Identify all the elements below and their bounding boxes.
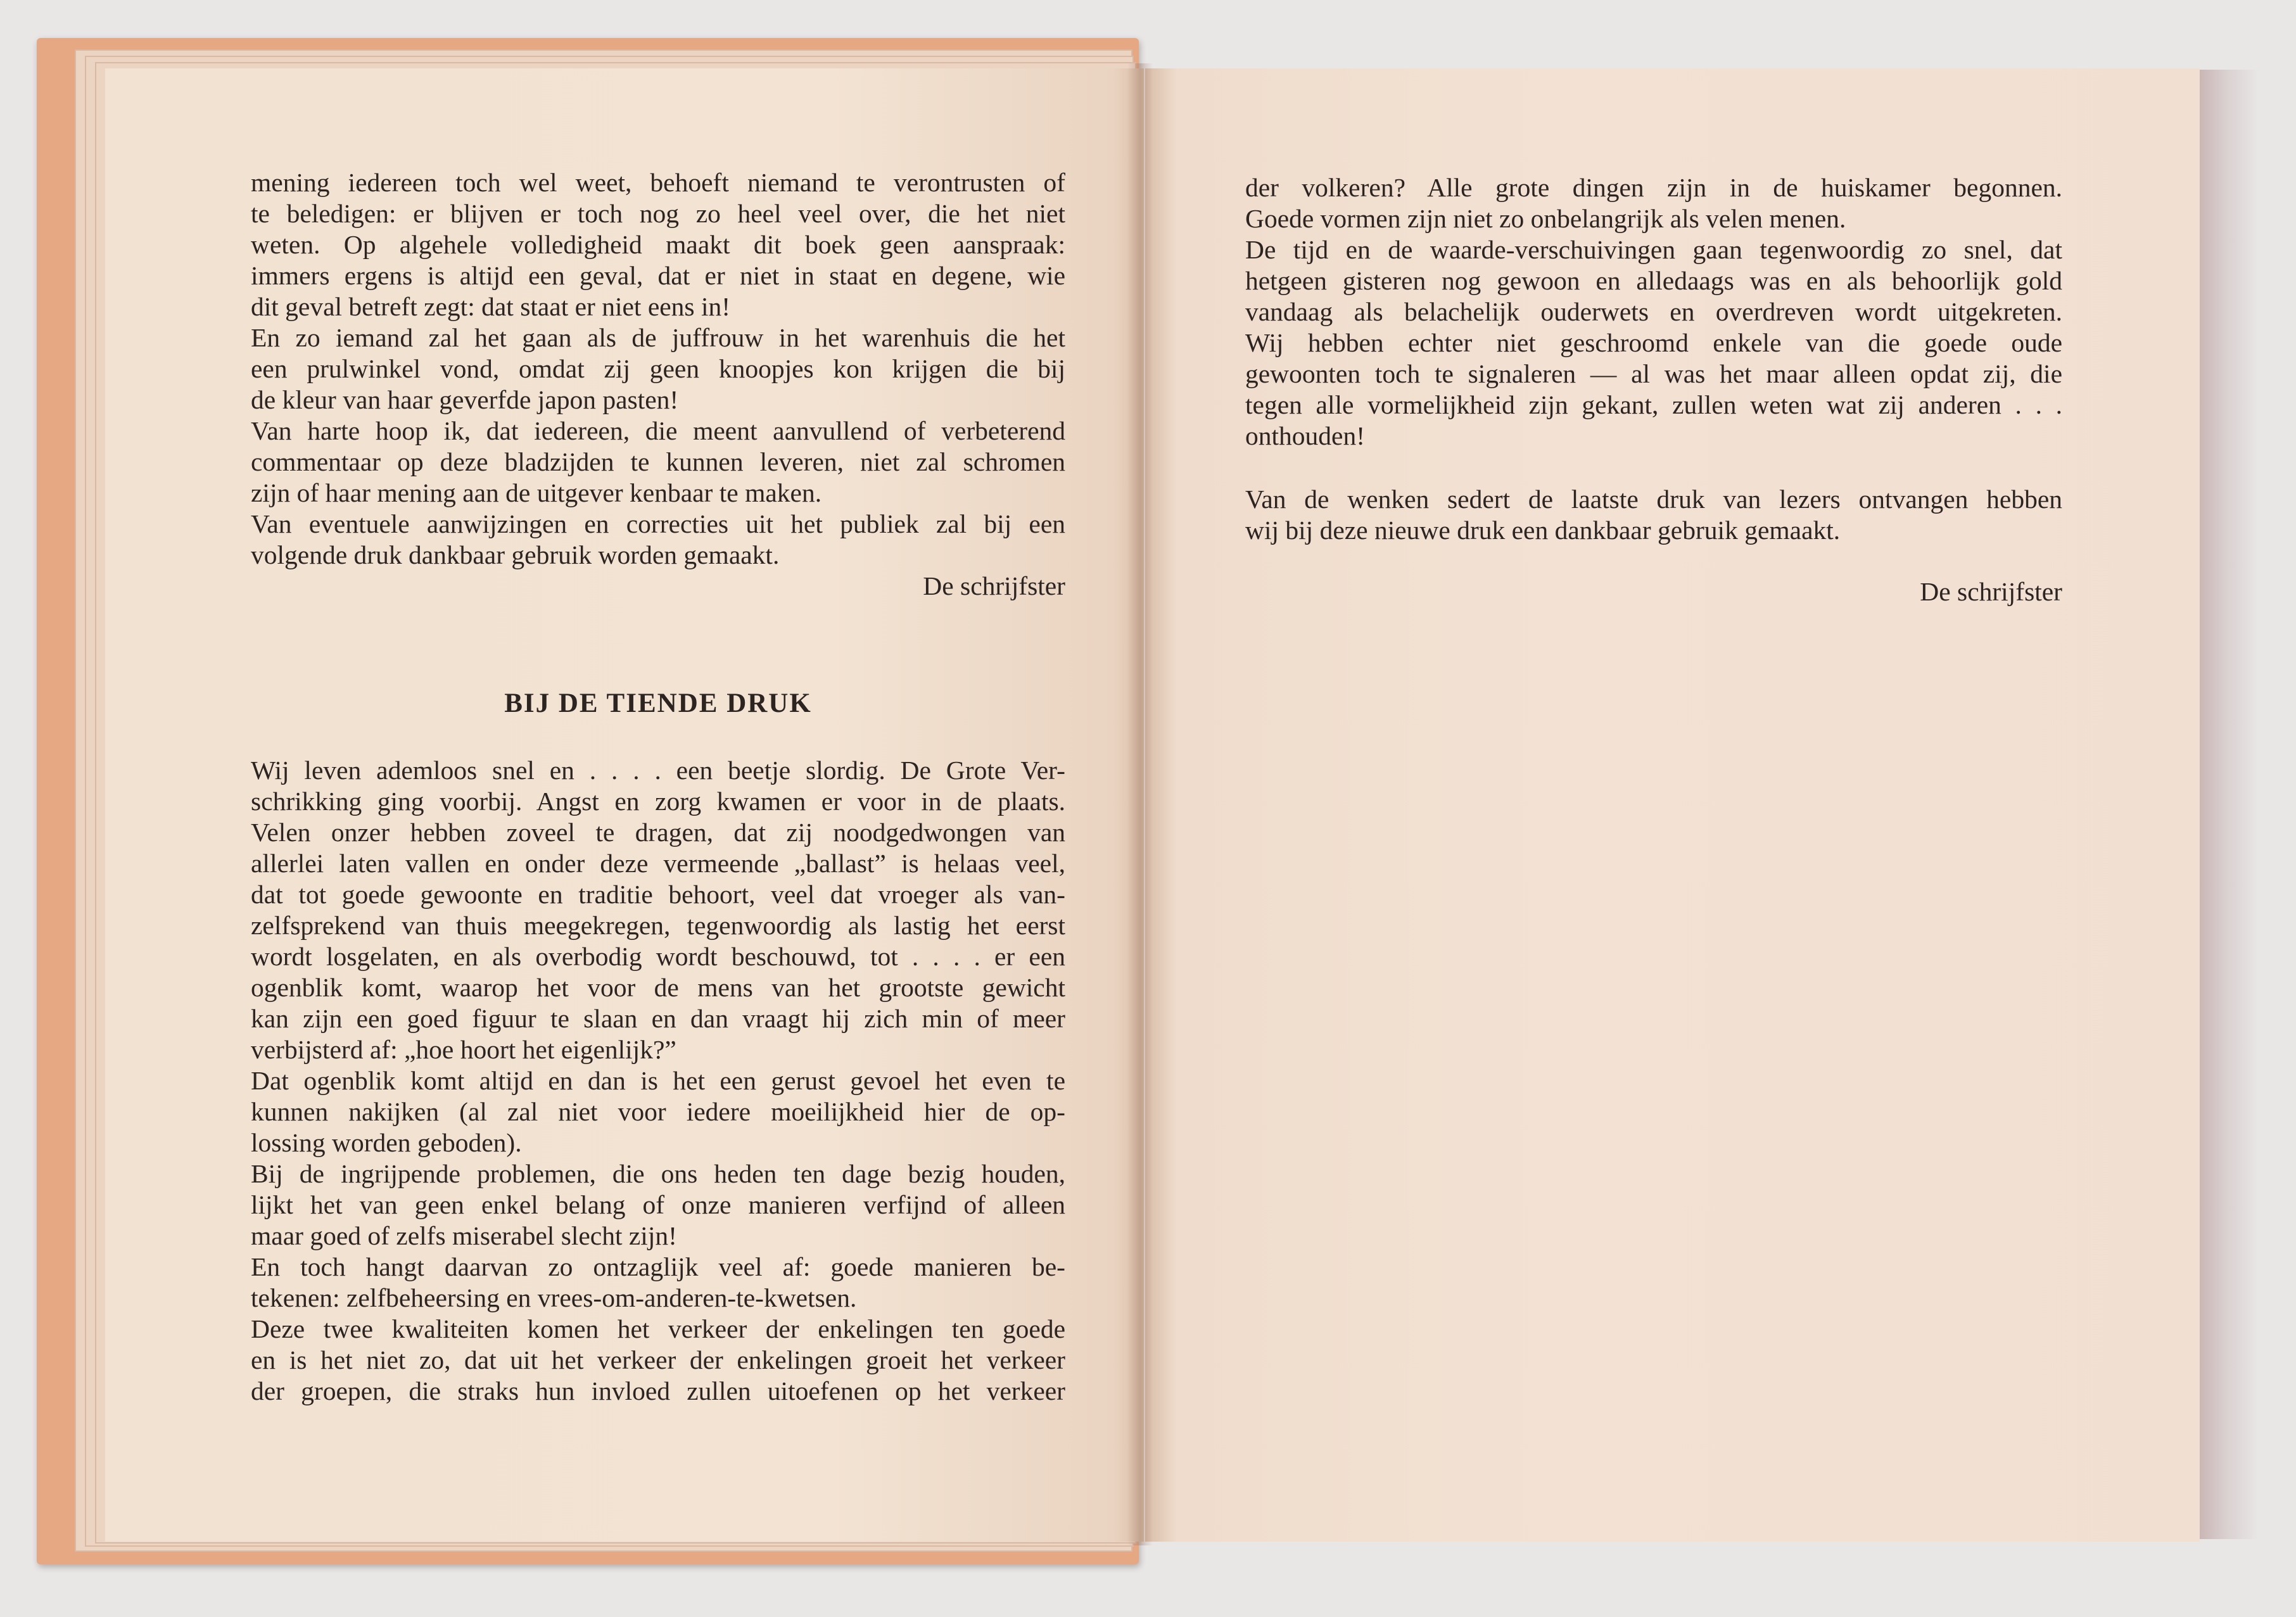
left-bottom-paragraphs: [251, 755, 1065, 1407]
left-top-paragraphs: [251, 167, 1065, 602]
text-line: Velen onzer hebben zoveel te dragen, dat zij noodgedwongen van: [251, 818, 1065, 847]
text-line: te beledigen: er blijven er toch nog zo heel veel over, die het niet: [251, 199, 1065, 228]
text-line: der volkeren? Alle grote dingen zijn in de huiskamer begonnen.: [1245, 173, 2062, 202]
text-line: hetgeen gisteren nog gewoon en alledaags was en als behoorlijk gold: [1245, 266, 2062, 295]
text-line: lossing worden geboden).: [251, 1128, 522, 1157]
text-line: zijn of haar mening aan de uitgever kenbaar te maken.: [251, 478, 822, 507]
signature: De schrijfster: [923, 571, 1065, 600]
text-line: wordt losgelaten, en als overbodig wordt beschouwd, tot . . . . er een: [251, 942, 1065, 971]
text-line: tekenen: zelfbeheersing en vrees-om-anderen-te-kwetsen.: [251, 1283, 857, 1312]
text-line: kan zijn een goed figuur te slaan en dan vraagt hij zich min of meer: [251, 1004, 1065, 1033]
text-line: mening iedereen toch wel weet, behoeft niemand te verontrusten of: [251, 168, 1065, 197]
text-line: Goede vormen zijn niet zo onbelangrijk als velen menen.: [1245, 204, 1846, 233]
text-line: kunnen nakijken (al zal niet voor iedere moeilijkheid hier de op-: [251, 1097, 1065, 1126]
text-line: allerlei laten vallen en onder deze vermeende „ballast” is helaas veel,: [251, 849, 1065, 878]
text-line: dit geval betreft zegt: dat staat er niet eens in!: [251, 292, 731, 321]
text-line: En zo iemand zal het gaan als de juffrouw in het warenhuis die het: [251, 323, 1065, 352]
text-line: een prulwinkel vond, omdat zij geen knoopjes kon krijgen die bij: [251, 354, 1065, 383]
text-line: zelfsprekend van thuis meegekregen, tegenwoordig als lastig het eerst: [251, 911, 1065, 940]
text-line: Wij hebben echter niet geschroomd enkele van die goede oude: [1245, 328, 2062, 357]
text-line: wij bij deze nieuwe druk een dankbaar gebruik gemaakt.: [1245, 516, 1841, 545]
text-line: Wij leven ademloos snel en . . . . een beetje slordig. De Grote Ver-: [251, 756, 1065, 785]
text-line: der groepen, die straks hun invloed zullen uitoefenen op het verkeer: [251, 1376, 1065, 1405]
text-line: schrikking ging voorbij. Angst en zorg kwamen er voor in de plaats.: [251, 787, 1065, 816]
text-line: volgende druk dankbaar gebruik worden gemaakt.: [251, 540, 780, 569]
text-line: commentaar op deze bladzijden te kunnen leveren, niet zal schromen: [251, 447, 1065, 476]
right-page: [1145, 68, 2200, 1542]
text-line: maar goed of zelfs miserabel slecht zijn!: [251, 1221, 677, 1250]
page-shadow: [2198, 70, 2258, 1539]
text-line: De tijd en de waarde-verschuivingen gaan tegenwoordig zo snel, dat: [1245, 235, 2062, 264]
text-line: immers ergens is altijd een geval, dat er niet in staat en degene, wie: [251, 261, 1065, 290]
signature: De schrijfster: [1920, 577, 2062, 606]
text-line: en is het niet zo, dat uit het verkeer der enkelingen groeit het verkeer: [251, 1345, 1065, 1374]
text-line: Deze twee kwaliteiten komen het verkeer der enkelingen ten goede: [251, 1314, 1065, 1343]
right-top-paragraphs: [1245, 172, 2062, 452]
book-spine: [1127, 63, 1153, 1545]
text-line: onthouden!: [1245, 421, 1366, 450]
text-line: Van harte hoop ik, dat iedereen, die meent aanvullend of verbeterend: [251, 416, 1065, 445]
text-line: Bij de ingrijpende problemen, die ons heden ten dage bezig houden,: [251, 1159, 1065, 1188]
text-line: weten. Op algehele volledigheid maakt dit boek geen aanspraak:: [251, 230, 1065, 259]
text-line: Van eventuele aanwijzingen en correcties uit het publiek zal bij een: [251, 509, 1065, 538]
text-line: En toch hangt daarvan zo ontzaglijk veel af: goede manieren be-: [251, 1252, 1065, 1281]
text-line: de kleur van haar geverfde japon pasten!: [251, 385, 679, 414]
text-line: ogenblik komt, waarop het voor de mens van het grootste gewicht: [251, 973, 1065, 1002]
text-line: tegen alle vormelijkheid zijn gekant, zullen weten wat zij anderen . . .: [1245, 390, 2062, 419]
text-line: dat tot goede gewoonte en traditie behoort, veel dat vroeger als van-: [251, 880, 1065, 909]
text-line: verbijsterd af: „hoe hoort het eigenlijk?”: [251, 1035, 676, 1064]
text-line: Dat ogenblik komt altijd en dan is het een gerust gevoel het even te: [251, 1066, 1065, 1095]
text-line: gewoonten toch te signaleren — al was het maar alleen opdat zij, die: [1245, 359, 2062, 388]
right-bottom-paragraphs: [1245, 484, 2062, 607]
left-page: [105, 68, 1144, 1542]
section-heading: BIJ DE TIENDE DRUK: [504, 688, 812, 718]
text-line: vandaag als belachelijk ouderwets en overdreven wordt uitgekreten.: [1245, 297, 2062, 326]
text-line: lijkt het van geen enkel belang of onze manieren verfijnd of alleen: [251, 1190, 1065, 1219]
text-line: Van de wenken sedert de laatste druk van lezers ontvangen hebben: [1245, 485, 2062, 514]
